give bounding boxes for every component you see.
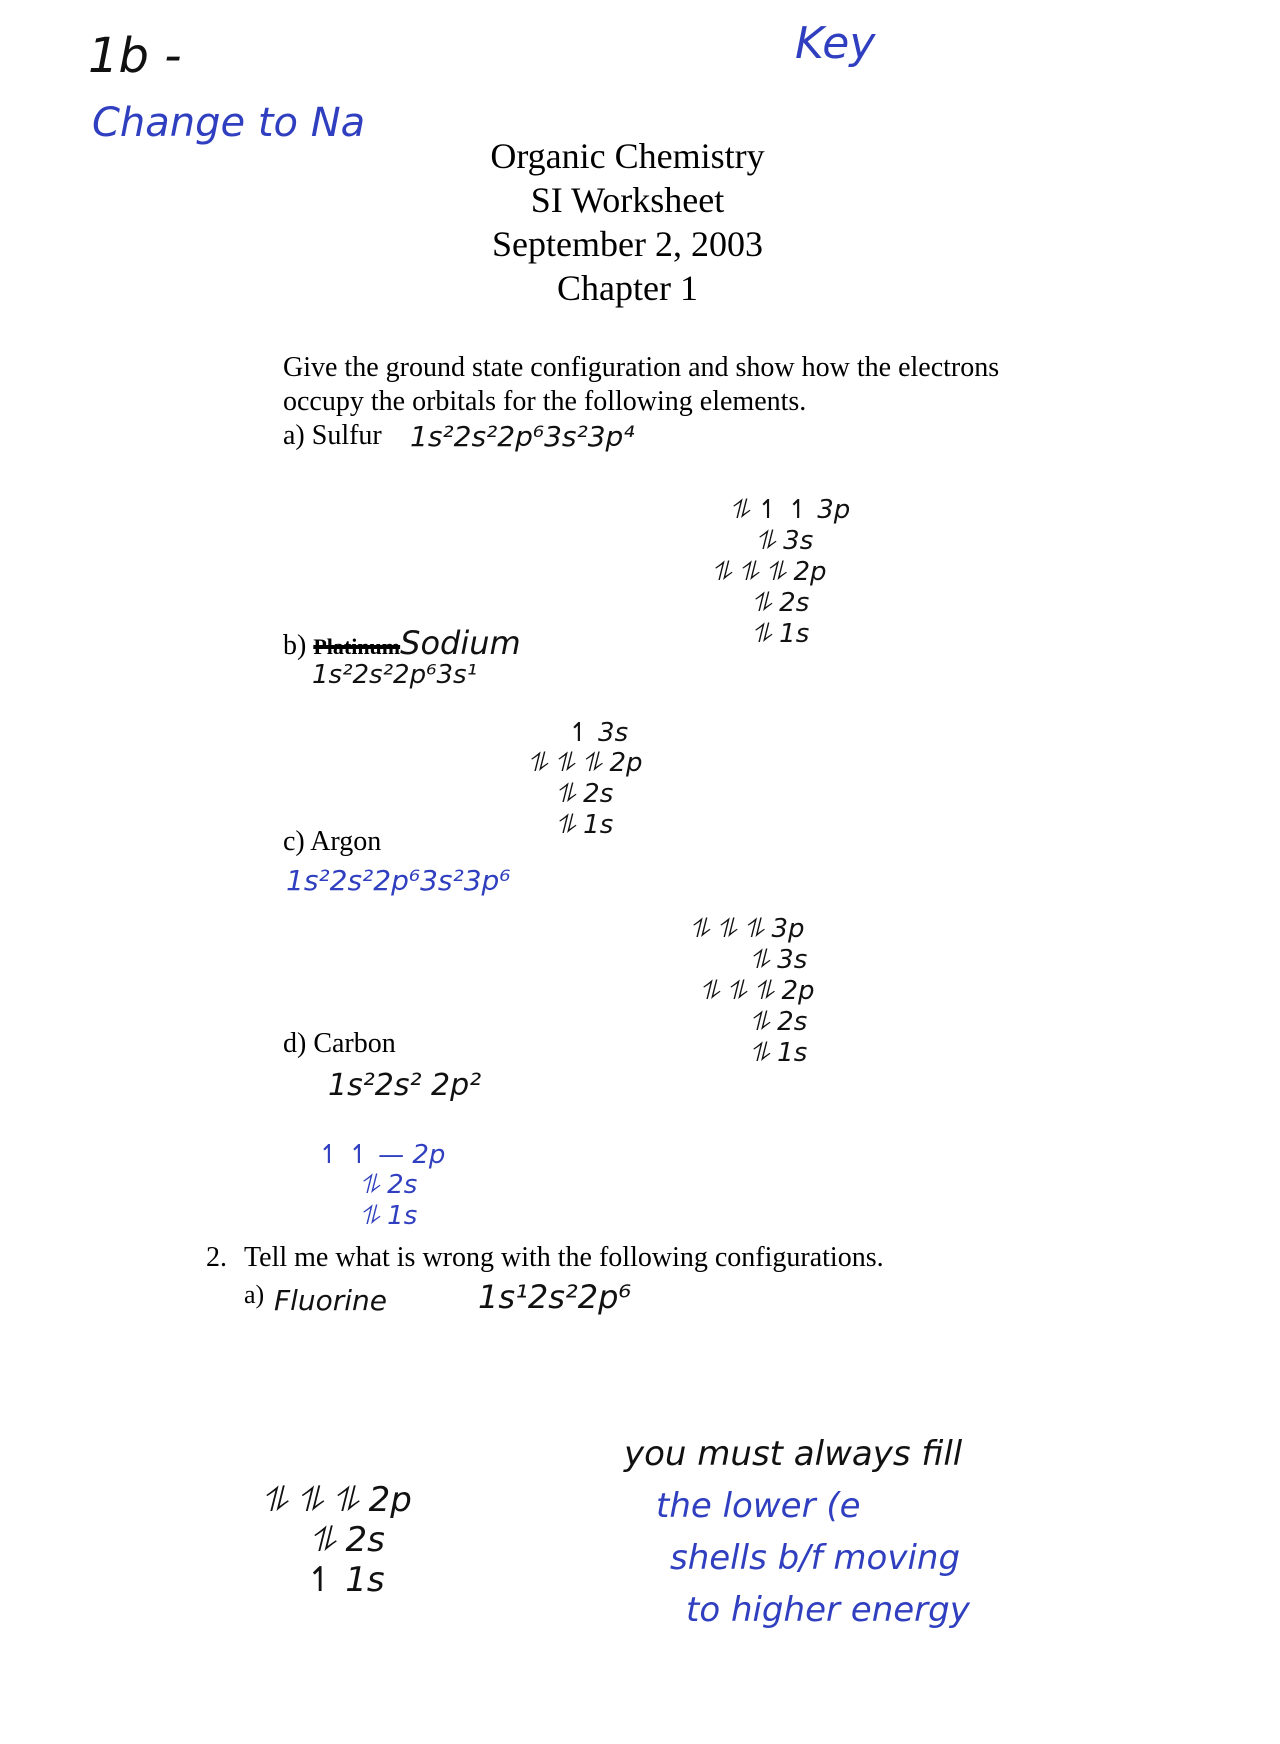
q2-prompt: Tell me what is wrong with the following configurations. xyxy=(244,1242,884,1273)
q2-comment xyxy=(624,1428,970,1636)
q1a-diagram-row: ⥮ ↿ ↿ 3p xyxy=(730,495,851,525)
q1b-diagram-row: ↿ 3s xyxy=(568,718,629,748)
q2-comment-line: the lower (e xyxy=(656,1486,861,1526)
q1a-diagram-row: ⥮ 2s xyxy=(752,588,810,618)
key-note: Key xyxy=(795,18,876,69)
q1d-diagram-row: ↿ ↿ — 2p xyxy=(318,1140,446,1170)
q1b-diagram-row: ⥮ 2s xyxy=(556,779,614,809)
change-note: Change to Na xyxy=(92,100,366,146)
q1b-replacement: Sodium xyxy=(400,624,521,662)
header-date: September 2, 2003 xyxy=(492,224,763,264)
q2a-element: Fluorine xyxy=(274,1284,388,1317)
q1d-diagram-row: ⥮ 2s xyxy=(360,1170,418,1200)
header-chapter: Chapter 1 xyxy=(557,268,698,308)
q1c-diagram-row: ⥮ ⥮ ⥮ 2p xyxy=(700,976,815,1006)
q1a-diagram-row: ⥮ 3s xyxy=(756,526,814,556)
header-subtitle: SI Worksheet xyxy=(530,180,725,220)
q1c-diagram-row: ⥮ ⥮ ⥮ 3p xyxy=(690,914,805,944)
q1-prompt-line1: Give the ground state configuration and show how the electrons xyxy=(283,352,1000,383)
q1d-answer: 1s²2s² 2p² xyxy=(328,1068,482,1103)
q1b-answer: 1s²2s²2p⁶3s¹ xyxy=(312,660,478,690)
header-title: Organic Chemistry xyxy=(490,136,765,176)
q1a-diagram-row: ⥮ 1s xyxy=(752,619,810,649)
q2-comment-line: you must always fill xyxy=(624,1434,963,1474)
q1d-orbital-diagram xyxy=(318,1140,445,1232)
q1b-diagram-row: ⥮ ⥮ ⥮ 2p xyxy=(528,748,643,778)
q1-prompt-line2: occupy the orbitals for the following elements. xyxy=(283,386,807,417)
q1c-answer: 1s²2s²2p⁶3s²3p⁶ xyxy=(286,864,511,897)
q1d-diagram-row: ⥮ 1s xyxy=(360,1201,418,1231)
q1c-label: c) Argon xyxy=(283,826,382,857)
q1a-diagram-row: ⥮ ⥮ ⥮ 2p xyxy=(712,557,827,587)
q1c-orbital-diagram xyxy=(690,914,815,1069)
q2a-config: 1s¹2s²2p⁶ xyxy=(478,1278,632,1316)
q1c-diagram-row: ⥮ 3s xyxy=(750,945,808,975)
q1b-struck-word: Platinum xyxy=(313,634,401,659)
corner-note: 1b - xyxy=(88,28,182,84)
q2a-orbital-diagram xyxy=(262,1480,412,1600)
q2a-label: a) xyxy=(244,1280,265,1309)
q2-number: 2. xyxy=(206,1242,227,1273)
q1b-diagram-row: ⥮ 1s xyxy=(556,810,614,840)
q2-comment-line: to higher energy xyxy=(686,1590,970,1630)
q1c-diagram-row: ⥮ 2s xyxy=(750,1007,808,1037)
q2a-diagram-row: ⥮ 2s xyxy=(310,1520,385,1560)
q1b-label xyxy=(283,624,521,662)
q2-comment-line: shells b/f moving xyxy=(670,1538,961,1578)
q2a-diagram-row: ⥮ ⥮ ⥮ 2p xyxy=(262,1480,412,1520)
q1a-label: a) Sulfur xyxy=(283,420,382,451)
q1a-answer: 1s²2s²2p⁶3s²3p⁴ xyxy=(410,420,635,453)
q1c-diagram-row: ⥮ 1s xyxy=(750,1038,808,1068)
q1b-orbital-diagram xyxy=(528,718,643,841)
q2a-diagram-row: ↿ 1s xyxy=(306,1560,385,1600)
q1d-label: d) Carbon xyxy=(283,1028,396,1059)
q1b-label-prefix: b) xyxy=(283,630,307,661)
q1a-orbital-diagram xyxy=(712,495,850,650)
